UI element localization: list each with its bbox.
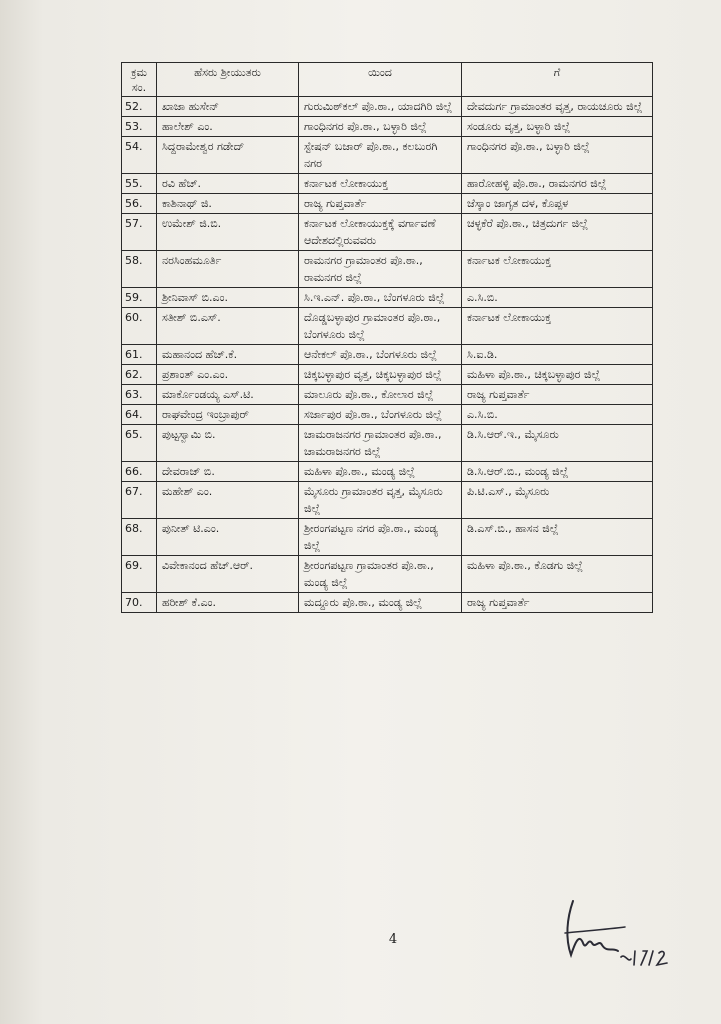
cell-to: ದೇವದುರ್ಗ ಗ್ರಾಮಾಂತರ ವೃತ್ತ, ರಾಯಚೂರು ಜಿಲ್ಲೆ (462, 97, 653, 117)
table-row (122, 97, 653, 117)
cell-name: ಹಾಲೇಶ್ ಎಂ. (157, 117, 299, 137)
cell-sl-no: 57. (122, 214, 157, 251)
cell-name: ರಾಘವೇಂದ್ರ ಇಂಬ್ರಾಪುರ್ (157, 405, 299, 425)
cell-name: ಪ್ರಶಾಂತ್ ಎಂ.ಎಂ. (157, 365, 299, 385)
cell-sl-no: 70. (122, 593, 157, 613)
cell-name: ಪುನೀತ್ ಟಿ.ಎಂ. (157, 519, 299, 556)
header-name: ಹೆಸರು ಶ್ರೀಯುತರು (157, 63, 299, 97)
cell-from: ಮದ್ದೂರು ಪೊ.ಠಾ., ಮಂಡ್ಯ ಜಿಲ್ಲೆ (299, 593, 462, 613)
table-row (122, 519, 653, 556)
cell-from: ಗಾಂಧಿನಗರ ಪೊ.ಠಾ., ಬಳ್ಳಾರಿ ಜಿಲ್ಲೆ (299, 117, 462, 137)
cell-sl-no: 55. (122, 174, 157, 194)
table-row (122, 462, 653, 482)
table-row (122, 288, 653, 308)
table-row (122, 482, 653, 519)
transfer-table (121, 62, 653, 613)
header-sl-no: ಕ್ರಮ ಸಂ. (122, 63, 157, 97)
table-row (122, 137, 653, 174)
cell-sl-no: 59. (122, 288, 157, 308)
cell-sl-no: 54. (122, 137, 157, 174)
table-row (122, 556, 653, 593)
table-row (122, 365, 653, 385)
cell-from: ಸರ್ಜಾಪುರ ಪೊ.ಠಾ., ಬೆಂಗಳೂರು ಜಿಲ್ಲೆ (299, 405, 462, 425)
cell-to: ಜೆಸ್ಕಾಂ ಜಾಗೃತ ದಳ, ಕೊಪ್ಪಳ (462, 194, 653, 214)
cell-sl-no: 64. (122, 405, 157, 425)
cell-name: ಸತೀಶ್ ಬಿ.ಎಸ್. (157, 308, 299, 345)
cell-to: ಸಿ.ಐ.ಡಿ. (462, 345, 653, 365)
table-row (122, 194, 653, 214)
cell-name: ಹರೀಶ್ ಕೆ.ಎಂ. (157, 593, 299, 613)
cell-sl-no: 61. (122, 345, 157, 365)
cell-from: ಮೈಸೂರು ಗ್ರಾಮಾಂತರ ವೃತ್ತ, ಮೈಸೂರು ಜಿಲ್ಲೆ (299, 482, 462, 519)
cell-from: ಮಹಿಳಾ ಪೊ.ಠಾ., ಮಂಡ್ಯ ಜಿಲ್ಲೆ (299, 462, 462, 482)
cell-sl-no: 62. (122, 365, 157, 385)
cell-to: ಎ.ಸಿ.ಬಿ. (462, 405, 653, 425)
cell-from: ದೊಡ್ಡಬಳ್ಳಾಪುರ ಗ್ರಾಮಾಂತರ ಪೊ.ಠಾ., ಬೆಂಗಳೂರು ಜಿಲ್ಲೆ (299, 308, 462, 345)
cell-from: ಮಾಲೂರು ಪೊ.ಠಾ., ಕೋಲಾರ ಜಿಲ್ಲೆ (299, 385, 462, 405)
cell-sl-no: 60. (122, 308, 157, 345)
cell-to: ಹಾರೋಹಳ್ಳಿ ಪೊ.ಠಾ., ರಾಮನಗರ ಜಿಲ್ಲೆ (462, 174, 653, 194)
table-row (122, 345, 653, 365)
cell-name: ನರಸಿಂಹಮೂರ್ತಿ (157, 251, 299, 288)
cell-from: ಶ್ರೀರಂಗಪಟ್ಟಣ ನಗರ ಪೊ.ಠಾ., ಮಂಡ್ಯ ಜಿಲ್ಲೆ (299, 519, 462, 556)
cell-to: ಚಳ್ಳಕೆರೆ ಪೊ.ಠಾ., ಚಿತ್ರದುರ್ಗ ಜಿಲ್ಲೆ (462, 214, 653, 251)
cell-from: ಗುರುಮಿಠ್‌ಕಲ್ ಪೊ.ಠಾ., ಯಾದಗಿರಿ ಜಿಲ್ಲೆ (299, 97, 462, 117)
cell-name: ಶ್ರೀನಿವಾಸ್ ಬಿ.ಎಂ. (157, 288, 299, 308)
table-row (122, 117, 653, 137)
cell-to: ಮಹಿಳಾ ಪೊ.ಠಾ., ಚಿಕ್ಕಬಳ್ಳಾಪುರ ಜಿಲ್ಲೆ (462, 365, 653, 385)
cell-to: ರಾಜ್ಯ ಗುಪ್ತವಾರ್ತೆ (462, 385, 653, 405)
cell-sl-no: 68. (122, 519, 157, 556)
cell-sl-no: 67. (122, 482, 157, 519)
table-row (122, 385, 653, 405)
cell-name: ಖಾಜಾ ಹುಸೇನ್ (157, 97, 299, 117)
cell-name: ಸಿದ್ದರಾಮೇಶ್ವರ ಗಡೇದ್ (157, 137, 299, 174)
cell-from: ಸಿ.ಇ.ಎನ್. ಪೊ.ಠಾ., ಬೆಂಗಳೂರು ಜಿಲ್ಲೆ (299, 288, 462, 308)
page-number: 4 (388, 932, 398, 947)
cell-to: ಮಹಿಳಾ ಪೊ.ಠಾ., ಕೊಡಗು ಜಿಲ್ಲೆ (462, 556, 653, 593)
cell-sl-no: 53. (122, 117, 157, 137)
cell-name: ದೇವರಾಜ್ ಬಿ. (157, 462, 299, 482)
table-row (122, 308, 653, 345)
cell-name: ಮಹಾನಂದ ಹೆಚ್.ಕೆ. (157, 345, 299, 365)
table-row (122, 593, 653, 613)
cell-name: ಉಮೇಶ್ ಜಿ.ಬಿ. (157, 214, 299, 251)
cell-from: ಸ್ಟೇಷನ್ ಬಜಾರ್ ಪೊ.ಠಾ., ಕಲಬುರಗಿ ನಗರ (299, 137, 462, 174)
cell-to: ಡಿ.ಸಿ.ಆರ್.ಬಿ., ಮಂಡ್ಯ ಜಿಲ್ಲೆ (462, 462, 653, 482)
cell-from: ಚಿಕ್ಕಬಳ್ಳಾಪುರ ವೃತ್ತ, ಚಿಕ್ಕಬಳ್ಳಾಪುರ ಜಿಲ್ಲೆ (299, 365, 462, 385)
cell-sl-no: 56. (122, 194, 157, 214)
table-row (122, 174, 653, 194)
cell-to: ಸಂಡೂರು ವೃತ್ತ, ಬಳ್ಳಾರಿ ಜಿಲ್ಲೆ (462, 117, 653, 137)
cell-sl-no: 69. (122, 556, 157, 593)
table-row (122, 405, 653, 425)
cell-from: ಕರ್ನಾಟಕ ಲೋಕಾಯುಕ್ತ (299, 174, 462, 194)
cell-from: ಆನೇಕಲ್ ಪೊ.ಠಾ., ಬೆಂಗಳೂರು ಜಿಲ್ಲೆ (299, 345, 462, 365)
header-from: ಯಿಂದ (299, 63, 462, 97)
cell-sl-no: 65. (122, 425, 157, 462)
cell-to: ಡಿ.ಎಸ್.ಬಿ., ಹಾಸನ ಜಿಲ್ಲೆ (462, 519, 653, 556)
cell-sl-no: 58. (122, 251, 157, 288)
cell-name: ರವಿ ಹೆಚ್. (157, 174, 299, 194)
cell-name: ವಿವೇಕಾನಂದ ಹೆಚ್.ಆರ್. (157, 556, 299, 593)
cell-from: ರಾಮನಗರ ಗ್ರಾಮಾಂತರ ಪೊ.ಠಾ., ರಾಮನಗರ ಜಿಲ್ಲೆ (299, 251, 462, 288)
cell-from: ರಾಜ್ಯ ಗುಪ್ತವಾರ್ತೆ (299, 194, 462, 214)
cell-name: ಮಹೇಶ್ ಎಂ. (157, 482, 299, 519)
cell-sl-no: 63. (122, 385, 157, 405)
cell-to: ಎ.ಸಿ.ಬಿ. (462, 288, 653, 308)
cell-to: ಕರ್ನಾಟಕ ಲೋಕಾಯುಕ್ತ (462, 308, 653, 345)
table-row (122, 214, 653, 251)
cell-name: ಕಾಶಿನಾಥ್ ಜಿ. (157, 194, 299, 214)
handwritten-signature (555, 893, 695, 973)
table-row (122, 425, 653, 462)
cell-to: ಗಾಂಧಿನಗರ ಪೊ.ಠಾ., ಬಳ್ಳಾರಿ ಜಿಲ್ಲೆ (462, 137, 653, 174)
cell-to: ರಾಜ್ಯ ಗುಪ್ತವಾರ್ತೆ (462, 593, 653, 613)
cell-sl-no: 52. (122, 97, 157, 117)
table-row (122, 251, 653, 288)
cell-to: ಡಿ.ಸಿ.ಆರ್.ಇ., ಮೈಸೂರು (462, 425, 653, 462)
cell-to: ಕರ್ನಾಟಕ ಲೋಕಾಯುಕ್ತ (462, 251, 653, 288)
cell-from: ಕರ್ನಾಟಕ ಲೋಕಾಯುಕ್ತಕ್ಕೆ ವರ್ಗಾವಣೆ ಆದೇಶದಲ್ಲಿರುವವರು (299, 214, 462, 251)
cell-from: ಚಾಮರಾಜನಗರ ಗ್ರಾಮಾಂತರ ಪೊ.ಠಾ., ಚಾಮರಾಜನಗರ ಜಿಲ್ಲೆ (299, 425, 462, 462)
cell-name: ಮಾರ್ಕೊಂಡಯ್ಯ ಎಸ್.ಟಿ. (157, 385, 299, 405)
cell-name: ಪುಟ್ಟಸ್ವಾಮಿ ಬಿ. (157, 425, 299, 462)
cell-sl-no: 66. (122, 462, 157, 482)
table-header-row (122, 63, 653, 97)
cell-from: ಶ್ರೀರಂಗಪಟ್ಟಣ ಗ್ರಾಮಾಂತರ ಪೊ.ಠಾ., ಮಂಡ್ಯ ಜಿಲ್ಲೆ (299, 556, 462, 593)
header-to: ಗೆ (462, 63, 653, 97)
table-body (122, 97, 653, 613)
cell-to: ಪಿ.ಟಿ.ಎಸ್., ಮೈಸೂರು (462, 482, 653, 519)
